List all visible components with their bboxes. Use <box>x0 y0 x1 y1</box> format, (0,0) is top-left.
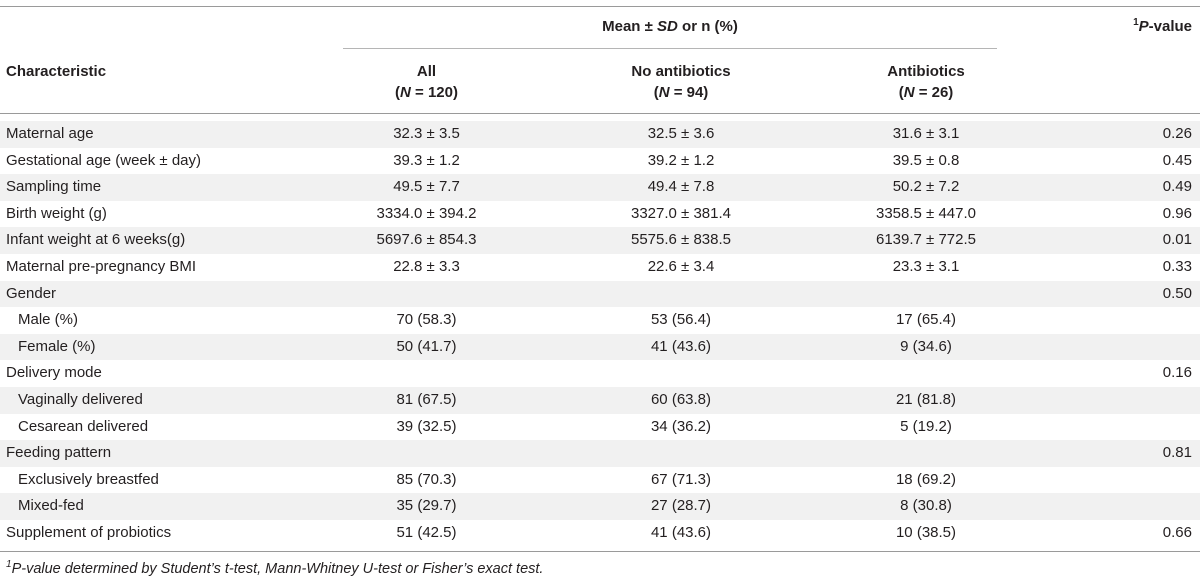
row-label: Male (%) <box>18 311 79 329</box>
cell-antibiotics: 3358.5 ± 447.0 <box>876 204 976 222</box>
table-row <box>0 174 1200 201</box>
cell-antibiotics: 39.5 ± 0.8 <box>892 151 960 169</box>
cell-antibiotics: 50.2 ± 7.2 <box>892 178 960 196</box>
cell-p-value: 0.96 <box>1162 204 1192 222</box>
row-label: Delivery mode <box>6 364 102 382</box>
cell-no-antibiotics: 34 (36.2) <box>650 417 712 435</box>
cell-no-antibiotics: 41 (43.6) <box>650 524 712 541</box>
cell-antibiotics: 17 (65.4) <box>895 311 957 329</box>
cell-p-value: 0.50 <box>1162 284 1192 302</box>
row-label: Maternal pre-pregnancy BMI <box>6 258 197 275</box>
table-row <box>0 201 1200 228</box>
cell-no-antibiotics: 60 (63.8) <box>650 391 712 408</box>
table-row <box>0 307 1200 334</box>
cell-antibiotics: 10 (38.5) <box>895 524 957 541</box>
table-row <box>0 387 1200 414</box>
cell-all: 51 (42.5) <box>396 524 457 541</box>
cell-no-antibiotics: 49.4 ± 7.8 <box>647 178 715 196</box>
cell-antibiotics: 21 (81.8) <box>895 391 957 408</box>
cell-all: 35 (29.7) <box>396 497 457 515</box>
cell-no-antibiotics: 3327.0 ± 381.4 <box>631 204 731 222</box>
cell-no-antibiotics: 5575.6 ± 838.5 <box>631 231 731 249</box>
cell-no-antibiotics: 39.2 ± 1.2 <box>647 151 715 169</box>
row-label: Gender <box>6 284 57 302</box>
cell-p-value: 0.26 <box>1162 125 1192 142</box>
cell-antibiotics: 6139.7 ± 772.5 <box>876 231 976 249</box>
row-label: Exclusively breastfed <box>18 470 159 488</box>
column-header-no-antibiotics: No antibiotics (N = 94) <box>631 63 731 101</box>
table-row <box>0 360 1200 387</box>
cell-antibiotics: 18 (69.2) <box>895 470 957 488</box>
table-row <box>0 467 1200 494</box>
cell-no-antibiotics: 67 (71.3) <box>650 470 712 488</box>
cell-p-value: 0.49 <box>1162 178 1192 196</box>
cell-all: 22.8 ± 3.3 <box>393 258 460 275</box>
cell-all: 50 (41.7) <box>396 337 457 355</box>
cell-p-value: 0.33 <box>1162 258 1192 275</box>
table-row <box>0 121 1200 148</box>
cell-all: 5697.6 ± 854.3 <box>376 231 477 249</box>
table-row <box>0 493 1200 520</box>
cell-p-value: 0.81 <box>1162 444 1192 462</box>
cell-no-antibiotics: 22.6 ± 3.4 <box>647 258 715 275</box>
row-label: Sampling time <box>6 178 102 196</box>
group-span-header: Mean ± SD or n (%) <box>602 18 738 35</box>
row-label: Supplement of probiotics <box>6 524 172 541</box>
row-label: Mixed-fed <box>18 497 84 515</box>
table-row <box>0 440 1200 467</box>
cell-all: 39.3 ± 1.2 <box>393 151 460 169</box>
row-label: Gestational age (week ± day) <box>6 151 201 169</box>
table-row <box>0 281 1200 308</box>
cell-antibiotics: 23.3 ± 3.1 <box>892 258 960 275</box>
cell-p-value: 0.01 <box>1162 231 1192 249</box>
row-label: Feeding pattern <box>6 444 112 462</box>
cell-all: 49.5 ± 7.7 <box>393 178 460 196</box>
header-bottom-rule <box>0 113 1200 114</box>
cell-all: 70 (58.3) <box>396 311 457 329</box>
cell-no-antibiotics: 32.5 ± 3.6 <box>647 125 715 142</box>
cell-antibiotics: 31.6 ± 3.1 <box>892 125 960 142</box>
table-bottom-rule <box>0 551 1200 552</box>
cell-p-value: 0.16 <box>1162 364 1192 382</box>
cell-antibiotics: 5 (19.2) <box>900 417 952 435</box>
row-label: Vaginally delivered <box>18 391 143 408</box>
table-row <box>0 254 1200 281</box>
cell-no-antibiotics: 53 (56.4) <box>650 311 712 329</box>
table-row <box>0 227 1200 254</box>
table-row <box>0 520 1200 547</box>
table-row <box>0 334 1200 361</box>
cell-all: 85 (70.3) <box>396 470 457 488</box>
cell-all: 81 (67.5) <box>396 391 457 408</box>
row-label: Infant weight at 6 weeks(g) <box>6 231 186 249</box>
characteristic-header: Characteristic <box>6 63 107 80</box>
table-row <box>0 148 1200 175</box>
cell-p-value: 0.66 <box>1162 524 1192 541</box>
cell-all: 3334.0 ± 394.2 <box>376 204 477 222</box>
cell-antibiotics: 8 (30.8) <box>900 497 952 515</box>
group-span-rule <box>343 48 997 49</box>
pvalue-header: $^1$P-value <box>1133 17 1192 35</box>
row-label: Female (%) <box>18 337 96 355</box>
row-label: Maternal age <box>6 125 94 142</box>
row-label: Birth weight (g) <box>6 204 107 222</box>
cell-no-antibiotics: 27 (28.7) <box>650 497 712 515</box>
table-top-rule <box>0 6 1200 7</box>
footnote: $^1$P-value determined by Student’s t-test, Mann-Whitney U-test or Fisher’s exact test. <box>6 559 544 577</box>
cell-no-antibiotics: 41 (43.6) <box>650 337 712 355</box>
row-label: Cesarean delivered <box>18 417 149 435</box>
cell-p-value: 0.45 <box>1162 151 1192 169</box>
table-row <box>0 414 1200 441</box>
cell-all: 39 (32.5) <box>396 417 457 435</box>
column-header-all: All (N = 120) <box>395 63 458 101</box>
cell-antibiotics: 9 (34.6) <box>900 337 952 355</box>
column-header-antibiotics: Antibiotics (N = 26) <box>887 63 965 101</box>
cell-all: 32.3 ± 3.5 <box>393 125 460 142</box>
